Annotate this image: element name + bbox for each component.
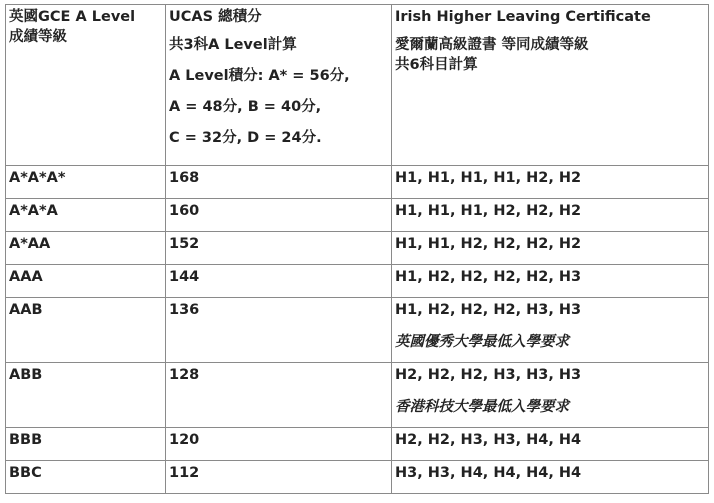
header-gce-line1: 英國GCE A Level [9, 9, 136, 25]
irish-grades: H2, H2, H2, H3, H3, H3 [395, 367, 582, 383]
irish-cell: H2, H2, H3, H3, H4, H4 [392, 428, 709, 461]
admission-note: 英國優秀大學最低入學要求 [395, 333, 569, 350]
ucas-cell: 160 [166, 199, 392, 232]
header-gce-line2: 成績等級 [9, 29, 67, 45]
table-row [6, 232, 709, 265]
grade-cell: BBB [6, 428, 166, 461]
grade-cell: A*AA [6, 232, 166, 265]
table-row [6, 298, 709, 363]
header-ucas-title: UCAS 總積分 [169, 9, 262, 25]
grade-comparison-table [5, 4, 709, 494]
header-irish-sub1: 愛爾蘭高級證書 等同成績等級 [395, 37, 589, 53]
header-irish-title: Irish Higher Leaving Certificate [395, 9, 651, 25]
ucas-cell: 144 [166, 265, 392, 298]
grade-cell: AAB [6, 298, 166, 363]
grade-cell: ABB [6, 363, 166, 428]
ucas-cell: 136 [166, 298, 392, 363]
irish-grades: H1, H2, H2, H2, H3, H3 [395, 302, 582, 318]
header-ucas-line: C = 32分, D = 24分. [169, 130, 322, 146]
grade-cell: A*A*A* [6, 166, 166, 199]
header-irish-cell [392, 5, 709, 166]
table-row [6, 166, 709, 199]
irish-cell: H1, H1, H1, H1, H2, H2 [392, 166, 709, 199]
header-ucas-line: A Level積分: A* = 56分, [169, 68, 350, 84]
table-row [6, 461, 709, 494]
irish-cell: H1, H1, H1, H2, H2, H2 [392, 199, 709, 232]
ucas-cell: 152 [166, 232, 392, 265]
table-row [6, 265, 709, 298]
table-row [6, 428, 709, 461]
header-ucas-cell [166, 5, 392, 166]
header-ucas-line: A = 48分, B = 40分, [169, 99, 322, 115]
table-row [6, 199, 709, 232]
header-gce-cell [6, 5, 166, 166]
irish-cell: H3, H3, H4, H4, H4, H4 [392, 461, 709, 494]
irish-cell [392, 298, 709, 363]
grade-cell: AAA [6, 265, 166, 298]
header-irish-sub2: 共6科目計算 [395, 57, 478, 73]
header-ucas-sub: 共3科A Level計算 [169, 37, 297, 53]
ucas-cell: 128 [166, 363, 392, 428]
irish-cell: H1, H1, H2, H2, H2, H2 [392, 232, 709, 265]
grade-cell: BBC [6, 461, 166, 494]
grade-cell: A*A*A [6, 199, 166, 232]
table-row [6, 363, 709, 428]
irish-cell [392, 363, 709, 428]
header-row [6, 5, 709, 166]
ucas-cell: 120 [166, 428, 392, 461]
ucas-cell: 168 [166, 166, 392, 199]
ucas-cell: 112 [166, 461, 392, 494]
admission-note: 香港科技大學最低入學要求 [395, 398, 569, 415]
irish-cell: H1, H2, H2, H2, H2, H3 [392, 265, 709, 298]
